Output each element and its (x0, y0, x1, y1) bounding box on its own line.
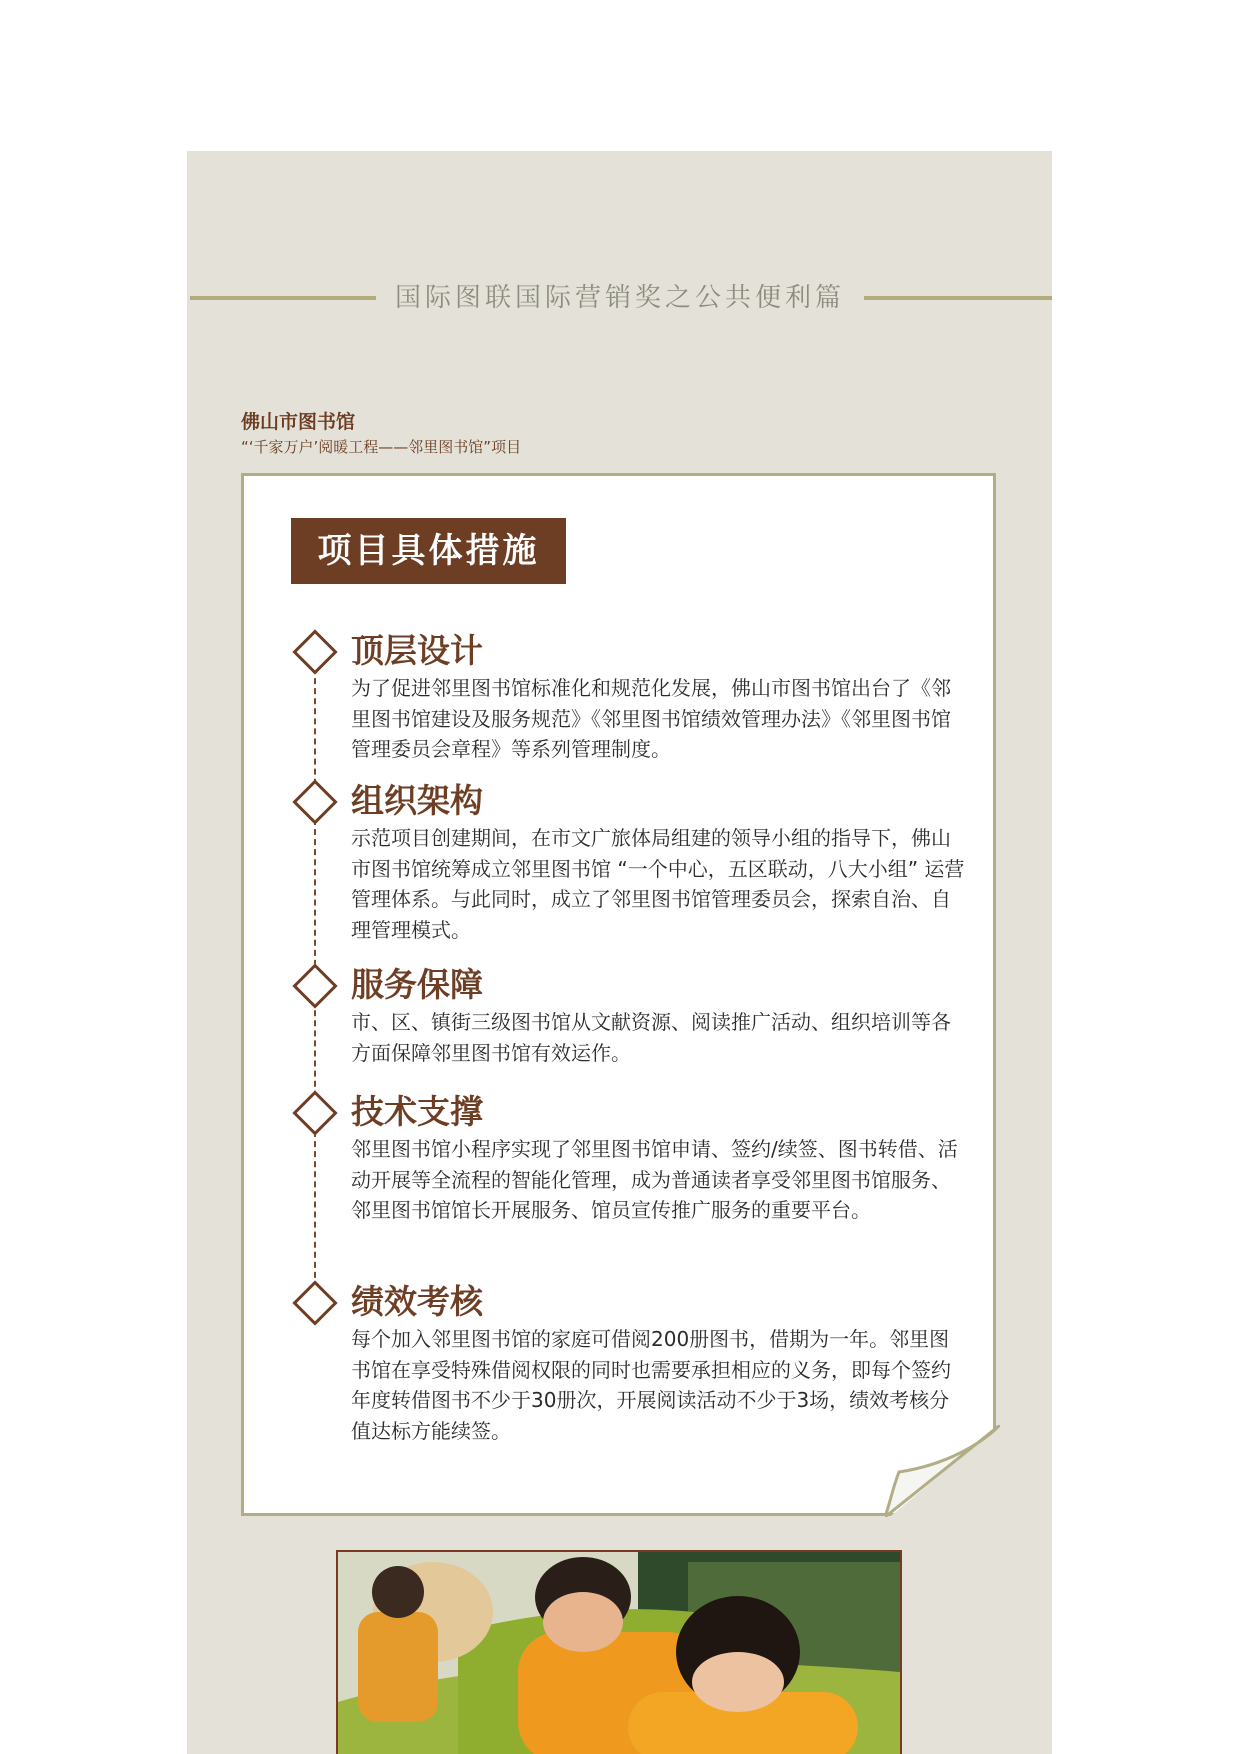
section-body-top-design: 为了促进邻里图书馆标准化和规范化发展，佛山市图书馆出台了《邻里图书馆建设及服务规范》《邻里图书馆绩效管理办法》《邻里图书馆管理委员会章程》等系列管理制度。 (351, 676, 951, 761)
section-title-service: 服务保障 (351, 965, 483, 1004)
section-body-organization: 示范项目创建期间，在市文广旅体局组建的领导小组的指导下，佛山市图书馆统筹成立邻里图书馆 “一个中心，五区联动，八大小组” 运营管理体系。与此同时，成立了邻里图书馆管理委员会，探索自治、自理管理模式。 (351, 826, 965, 942)
section-title-top-design: 顶层设计 (351, 631, 483, 670)
section-body-technology: 邻里图书馆小程序实现了邻里图书馆申请、签约/续签、图书转借、活动开展等全流程的智能化管理，成为普通读者享受邻里图书馆服务、邻里图书馆馆长开展服务、馆员宣传推广服务的重要平台。 (351, 1137, 958, 1222)
header-title: 国际图联国际营销奖之公共便利篇 (394, 283, 845, 313)
organization-name: 佛山市图书馆 (241, 411, 356, 433)
header-rule-left (190, 296, 376, 300)
children-reading-photo (336, 1550, 902, 1754)
measures-badge: 项目具体措施 (291, 518, 566, 584)
photo-illustration (338, 1552, 900, 1754)
section-title-performance: 绩效考核 (351, 1282, 483, 1321)
header-rule-right (864, 296, 1052, 300)
section-title-technology: 技术支撑 (351, 1092, 483, 1131)
project-name: “‘千家万户’阅暖工程——邻里图书馆”项目 (241, 438, 522, 456)
section-body-service: 市、区、镇街三级图书馆从文献资源、阅读推广活动、组织培训等各方面保障邻里图书馆有效运作。 (351, 1010, 951, 1065)
section-title-organization: 组织架构 (351, 781, 483, 820)
section-body-performance: 每个加入邻里图书馆的家庭可借阅200册图书，借期为一年。邻里图书馆在享受特殊借阅权限的同时也需要承担相应的义务，即每个签约年度转借图书不少于30册次，开展阅读活动不少于3场，绩效考核分值达标方能续签。 (351, 1327, 951, 1443)
